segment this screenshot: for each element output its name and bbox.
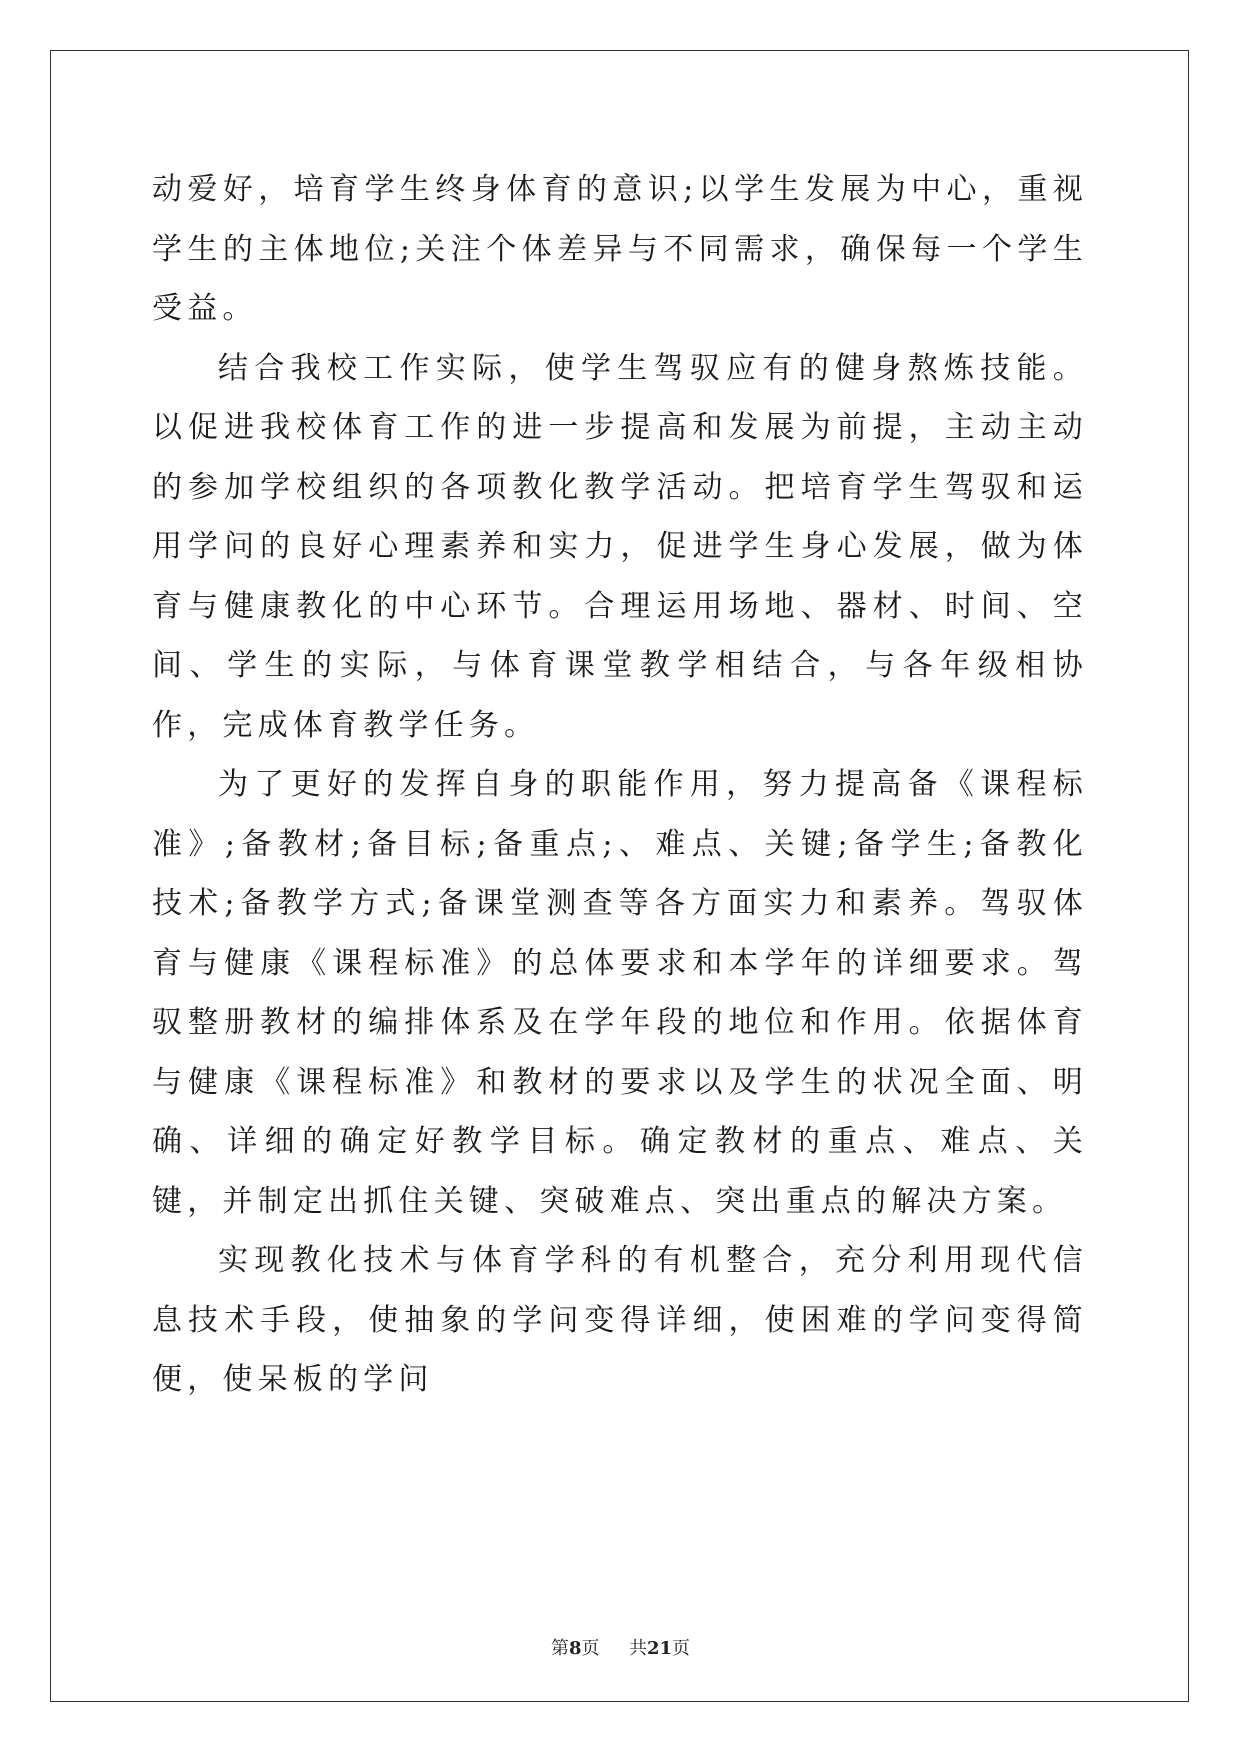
total-prefix: 共 [628, 1638, 647, 1659]
paragraph-2: 结合我校工作实际，使学生驾驭应有的健身熬炼技能。以促进我校体育工作的进一步提高和发展为前提，主动主动的参加学校组织的各项教化教学活动。把培育学生驾驭和运用学问的良好心理素养和实力，促进学生身心发展，做为体育与健康教化的中心环节。合理运用场地、器材、时间、空间、学生的实际，与体育课堂教学相结合，与各年级相协作，完成体育教学任务。 [152, 350, 1088, 743]
page-suffix: 页 [581, 1638, 600, 1659]
current-page: 8 [568, 1638, 582, 1659]
total-pages [629, 1634, 690, 1660]
page-prefix: 第 [550, 1638, 569, 1659]
total-suffix: 页 [672, 1638, 691, 1659]
total-page-count: 21 [646, 1638, 673, 1659]
page-footer [0, 1634, 1241, 1660]
paragraph-4: 实现教化技术与体育学科的有机整合，充分利用现代信息技术手段，使抽象的学问变得详细，使困难的学问变得简便，使呆板的学问 [152, 1243, 1088, 1397]
paragraph-1: 动爱好，培育学生终身体育的意识;以学生发展为中心，重视学生的主体地位;关注个体差异与不同需求，确保每一个学生受益。 [152, 172, 1088, 326]
page-number [551, 1634, 600, 1660]
paragraph-3: 为了更好的发挥自身的职能作用，努力提高备《课程标准》;备教材;备目标;备重点;、难点、关键;备学生;备教化技术;备教学方式;备课堂测查等各方面实力和素养。驾驭体育与健康《课程标准》的总体要求和本学年的详细要求。驾驭整册教材的编排体系及在学年段的地位和作用。依据体育与健康《课程标准》和教材的要求以及学生的状况全面、明确、详细的确定好教学目标。确定教材的重点、难点、关键，并制定出抓住关键、突破难点、突出重点的解决方案。 [152, 767, 1088, 1219]
document-body [152, 160, 1088, 1410]
